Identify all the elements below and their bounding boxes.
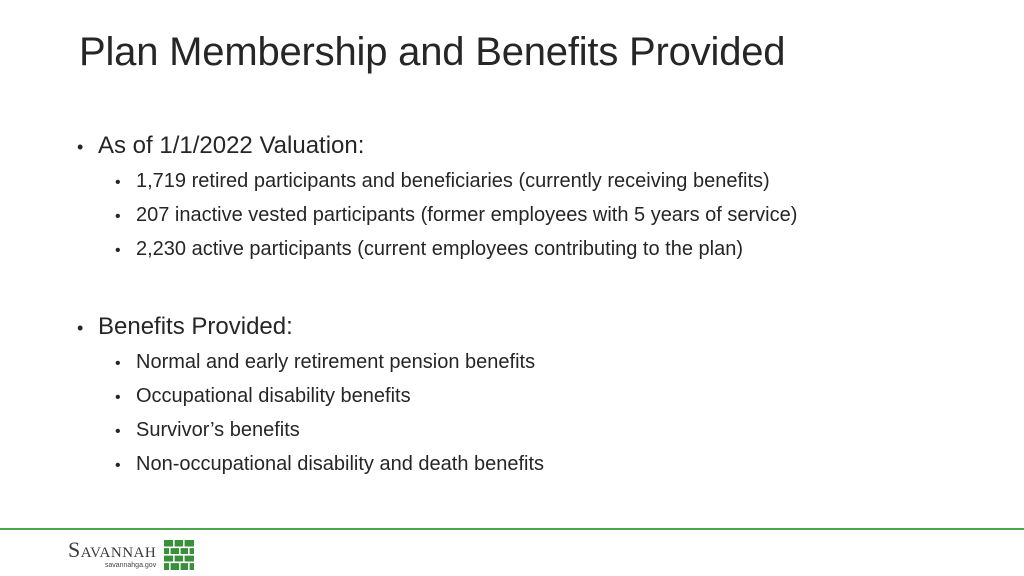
sub-bullet-item <box>75 233 1005 267</box>
bullet-dot-icon: • <box>115 423 121 440</box>
section-heading: As of 1/1/2022 Valuation: <box>98 132 365 159</box>
logo-name: Savannah <box>68 537 157 562</box>
bullet-dot-icon: • <box>115 208 121 225</box>
bullet-dot-icon: • <box>115 174 121 191</box>
sub-bullet-list <box>75 346 1005 482</box>
bullet-dot-icon: • <box>115 242 121 259</box>
sub-bullet-item <box>75 346 1005 380</box>
section-benefits <box>75 309 1005 482</box>
sub-bullet-text: Non-occupational disability and death benefits <box>136 453 545 475</box>
sub-bullet-item <box>75 199 1005 233</box>
sub-bullet-text: Normal and early retirement pension benefits <box>136 351 536 373</box>
sub-bullet-text: 207 inactive vested participants (former employees with 5 years of service) <box>136 204 798 226</box>
city-grid-icon <box>164 540 194 570</box>
footer-divider <box>0 528 1024 530</box>
sub-bullet-text: Occupational disability benefits <box>136 385 411 407</box>
sub-bullet-item <box>75 165 1005 199</box>
sub-bullet-text: Survivor’s benefits <box>136 419 300 441</box>
bullet-dot-icon: • <box>77 137 84 157</box>
sub-bullet-item <box>75 380 1005 414</box>
bullet-dot-icon: • <box>77 318 84 338</box>
bullet-dot-icon: • <box>115 355 121 372</box>
bullet-dot-icon: • <box>115 389 121 406</box>
bullet-heading <box>75 309 1005 346</box>
logo-url: savannahga.gov <box>104 562 157 569</box>
section-valuation <box>75 128 1005 267</box>
savannah-logo <box>68 538 194 572</box>
slide-title: Plan Membership and Benefits Provided <box>79 30 786 74</box>
sub-bullet-text: 2,230 active participants (current employees contributing to the plan) <box>136 238 744 260</box>
logo-text <box>68 538 156 570</box>
sub-bullet-item <box>75 414 1005 448</box>
bullet-heading <box>75 128 1005 165</box>
slide-content <box>75 128 1005 482</box>
sub-bullet-item <box>75 448 1005 482</box>
sub-bullet-text: 1,719 retired participants and beneficiaries (currently receiving benefits) <box>136 170 770 192</box>
sub-bullet-list <box>75 165 1005 267</box>
section-heading: Benefits Provided: <box>98 313 293 340</box>
bullet-dot-icon: • <box>115 457 121 474</box>
